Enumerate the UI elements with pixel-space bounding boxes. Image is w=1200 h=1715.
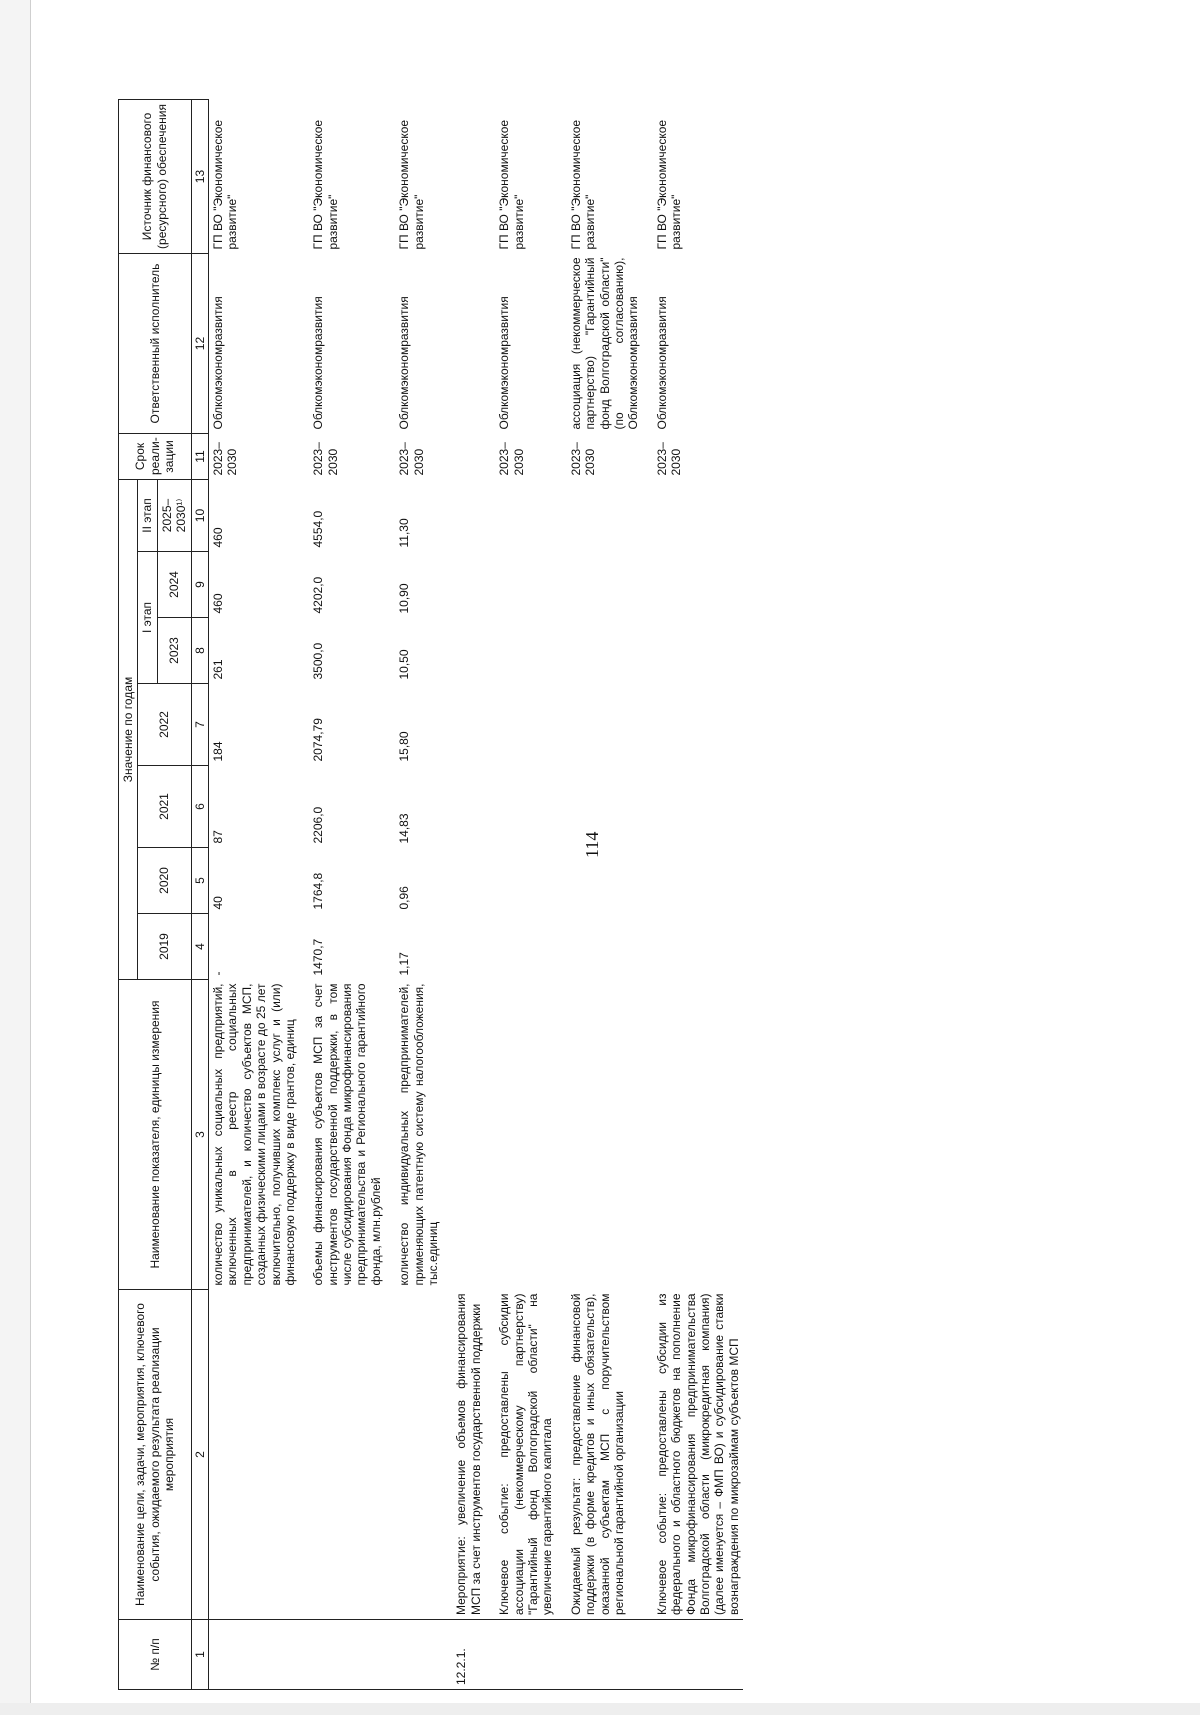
row-name: Ключевое событие: предоставлены субсидии из федерального и областного бюджетов на пополнение Фонда микрофинансирования предпринимательства Волгоградской области (микрокредитная компания) (далее именуется – ФМП ВО) и субсидирование ставки вознаграждения по микрозаймам субъектов МСП — [653, 1290, 743, 1620]
header-2021: 2021 — [138, 766, 191, 848]
row-term: 2023–2030 — [497, 442, 526, 476]
row-value-2023: 3500,0 — [311, 642, 326, 680]
row-value-2021 — [495, 766, 557, 848]
header-responsible: Ответственный исполнитель — [119, 254, 192, 434]
row-num — [395, 1620, 442, 1690]
header-indicator: Наименование показателя, единицы измерения — [119, 980, 192, 1290]
row-num — [653, 1620, 743, 1690]
row-value-2020: 0,96 — [397, 886, 412, 910]
row-responsible: ассоциация (некоммерческое партнерство) "Гарантийный фонд Волгоградской области" (по согласованию), Облкомэкономразвития — [568, 257, 641, 430]
row-value-2025-2030 — [653, 480, 743, 552]
rotated-table-wrapper — [118, 100, 743, 1690]
col-number-12: 12 — [191, 254, 208, 434]
row-value-2021 — [452, 766, 485, 848]
row-term: 2023–2030 — [208, 434, 299, 480]
row-value-2021 — [567, 766, 643, 848]
scan-edge — [0, 0, 31, 1715]
row-responsible: Облкомэкономразвития — [397, 296, 412, 430]
col-number-2: 2 — [191, 1290, 208, 1620]
row-value-2023: 261 — [208, 618, 299, 684]
header-2022: 2022 — [138, 684, 191, 766]
row-responsible: Облкомэкономразвития — [497, 296, 512, 430]
table-row — [208, 100, 299, 1690]
row-name — [395, 1290, 442, 1620]
row-indicator — [452, 980, 485, 1290]
row-value-2022 — [452, 684, 485, 766]
header-2023: 2023 — [157, 618, 191, 684]
row-value-2022: 2074,79 — [311, 718, 326, 762]
row-num — [309, 1620, 385, 1690]
col-number-4: 4 — [191, 914, 208, 980]
row-source: ГП ВО "Экономическое развитие" — [497, 119, 526, 250]
header-term: Срок реали-зации — [119, 434, 192, 480]
row-value-2023 — [495, 618, 557, 684]
row-value-2023 — [452, 618, 485, 684]
row-value-2020 — [567, 848, 643, 914]
row-value-2019: - — [208, 914, 299, 980]
header-stage1: I этап — [138, 552, 157, 684]
row-value-2020 — [653, 848, 743, 914]
row-value-2021: 2206,0 — [311, 806, 326, 844]
row-value-2019 — [495, 914, 557, 980]
row-name — [208, 1290, 299, 1620]
header-num: № п/п — [119, 1620, 192, 1690]
row-indicator — [653, 980, 743, 1290]
row-num — [495, 1620, 557, 1690]
header-name: Наименование цели, задачи, мероприятия, ключевого события, ожидаемого результата реализации мероприятия — [119, 1290, 192, 1620]
row-source: ГП ВО "Экономическое развитие" — [654, 119, 684, 250]
row-name: Ключевое событие: предоставлены субсидии ассоциации (некоммерческому партнерству) "Гарантийный фонд Волгоградской области" на увеличение гарантийного капитала — [495, 1290, 557, 1620]
col-number-7: 7 — [191, 684, 208, 766]
row-value-2025-2030 — [567, 480, 643, 552]
row-term: 2023–2030 — [568, 442, 598, 476]
row-value-2023 — [653, 618, 743, 684]
row-indicator: количество уникальных социальных предприятий, включенных в реестр социальных предпринимателей, и количество субъектов МСП, созданных физическими лицами в возрасте до 25 лет включительно, получивших комплекс услуг и (или) финансовую поддержку в виде грантов, единиц — [208, 980, 299, 1290]
row-name — [309, 1290, 385, 1620]
header-stage2: II этап — [138, 480, 157, 552]
row-term: 2023–2030 — [654, 442, 684, 476]
page-number: 114 — [582, 831, 602, 858]
row-value-2025-2030: 4554,0 — [311, 510, 326, 548]
table-row — [452, 100, 485, 1690]
header-source: Источник финансового (ресурсного) обеспечения — [119, 100, 192, 254]
row-value-2024 — [653, 552, 743, 618]
row-value-2019: 1470,7 — [311, 938, 326, 976]
row-value-2024 — [567, 552, 643, 618]
col-number-10: 10 — [191, 480, 208, 552]
row-value-2022: 15,80 — [397, 731, 412, 762]
row-indicator — [495, 980, 557, 1290]
row-name: Мероприятие: увеличение объемов финансирования МСП за счет инструментов государственной поддержки — [452, 1290, 485, 1620]
table-row — [495, 100, 557, 1690]
col-number-11: 11 — [191, 434, 208, 480]
row-term — [452, 434, 485, 480]
row-value-2019 — [567, 914, 643, 980]
row-num: 12.2.1. — [452, 1620, 485, 1690]
row-value-2024 — [452, 552, 485, 618]
row-value-2022 — [567, 684, 643, 766]
row-responsible: Облкомэкономразвития — [311, 296, 326, 430]
row-indicator: объемы финансирования субъектов МСП за счет инструментов государственной поддержки, в том числе субсидирования Фонда микрофинансирования предпринимательства и Регионального гарантийного фонда, млн.рублей — [311, 983, 383, 1286]
row-value-2025-2030: 460 — [208, 480, 299, 552]
table-row — [309, 100, 385, 1690]
row-responsible: Облкомэкономразвития — [654, 296, 669, 430]
row-num — [567, 1620, 643, 1690]
row-value-2019 — [452, 914, 485, 980]
row-value-2023 — [567, 618, 643, 684]
row-source: ГП ВО "Экономическое развитие" — [208, 100, 299, 254]
row-value-2022 — [495, 684, 557, 766]
row-source: ГП ВО "Экономическое развитие" — [311, 119, 340, 250]
col-number-3: 3 — [191, 980, 208, 1290]
row-value-2021: 14,83 — [397, 813, 412, 844]
row-term: 2023–2030 — [311, 442, 340, 476]
col-number-1: 1 — [191, 1620, 208, 1690]
row-term: 2023–2030 — [397, 442, 426, 476]
col-number-6: 6 — [191, 766, 208, 848]
row-value-2019: 1,17 — [397, 952, 412, 976]
header-2020: 2020 — [138, 848, 191, 914]
col-number-13: 13 — [191, 100, 208, 254]
header-2019: 2019 — [138, 914, 191, 980]
row-value-2020: 40 — [208, 848, 299, 914]
row-value-2025-2030 — [452, 480, 485, 552]
row-value-2024: 4202,0 — [311, 576, 326, 614]
col-number-9: 9 — [191, 552, 208, 618]
row-value-2025-2030 — [495, 480, 557, 552]
row-value-2024 — [495, 552, 557, 618]
header-2024: 2024 — [157, 552, 191, 618]
row-value-2020: 1764,8 — [311, 872, 326, 910]
row-source: ГП ВО "Экономическое развитие" — [568, 119, 598, 250]
table-row — [395, 100, 442, 1690]
table-row — [567, 100, 643, 1690]
row-value-2024: 10,90 — [397, 583, 412, 614]
row-value-2020 — [495, 848, 557, 914]
row-value-2023: 10,50 — [397, 649, 412, 680]
row-value-2021: 87 — [208, 766, 299, 848]
row-value-2022: 184 — [208, 684, 299, 766]
col-number-8: 8 — [191, 618, 208, 684]
row-responsible: Облкомэкономразвития — [208, 254, 299, 434]
row-value-2024: 460 — [208, 552, 299, 618]
row-indicator — [567, 980, 643, 1290]
row-value-2021 — [653, 766, 743, 848]
row-source — [452, 100, 485, 254]
row-source: ГП ВО "Экономическое развитие" — [397, 119, 426, 250]
row-value-2019 — [653, 914, 743, 980]
row-name: Ожидаемый результат: предоставление финансовой поддержки (в форме кредитов и иных обязательств), оказанной субъектам МСП с поручительством региональной гарантийной организации — [567, 1290, 643, 1620]
program-table — [118, 99, 743, 1690]
row-num — [208, 1620, 299, 1690]
col-number-5: 5 — [191, 848, 208, 914]
row-value-2025-2030: 11,30 — [397, 518, 412, 548]
table-row — [653, 100, 743, 1690]
row-responsible — [452, 254, 485, 434]
row-indicator: количество индивидуальных предпринимателей, применяющих патентную систему налогообложения, тыс.единиц — [397, 983, 441, 1286]
row-value-2022 — [653, 684, 743, 766]
row-value-2020 — [452, 848, 485, 914]
header-2025-2030: 2025–2030¹⁾ — [157, 480, 191, 552]
header-values: Значение по годам — [119, 480, 138, 980]
scan-bottom-edge — [0, 1703, 1200, 1715]
